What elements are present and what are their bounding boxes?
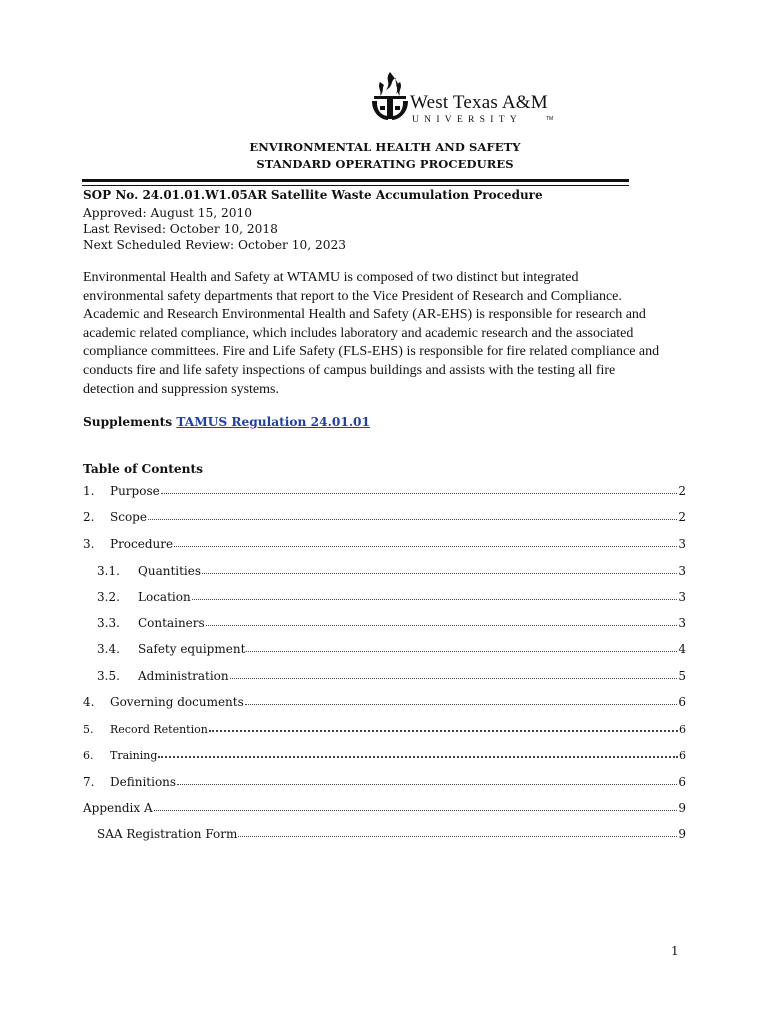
intro-line: detection and suppression systems.: [83, 381, 279, 397]
toc-item-page: 6: [679, 723, 686, 736]
toc-item-page: 4: [678, 642, 686, 656]
toc-item-number: 2.: [83, 510, 95, 524]
toc-item-page: 3: [678, 564, 686, 578]
flame-logo-icon: [368, 70, 412, 126]
toc-leader: [177, 783, 677, 785]
tamus-regulation-link[interactable]: TAMUS Regulation 24.01.01: [176, 415, 371, 429]
toc-item-containers[interactable]: [97, 614, 686, 630]
toc-item-safety-equipment[interactable]: [97, 640, 686, 656]
toc-item-label: Governing documents: [110, 695, 244, 709]
toc-leader: [230, 677, 678, 679]
toc-item-saa-registration-form[interactable]: [97, 825, 686, 841]
supplements-label: Supplements: [83, 415, 173, 429]
toc-item-label: Location: [138, 590, 191, 604]
toc-item-page: 3: [678, 537, 686, 551]
toc-item-page: 5: [678, 669, 686, 683]
toc-item-governing-documents[interactable]: [83, 693, 686, 709]
toc-item-administration[interactable]: [97, 667, 686, 683]
logo-wordmark: West Texas A&M: [410, 92, 548, 113]
toc-item-page: 6: [678, 775, 686, 789]
toc-leader: [174, 545, 677, 547]
toc-item-page: 2: [678, 484, 686, 498]
header-line-2: STANDARD OPERATING PROCEDURES: [256, 157, 514, 171]
toc-item-scope[interactable]: [83, 508, 686, 524]
toc-item-number: 6.: [83, 749, 94, 762]
sop-number: SOP No. 24.01.01.W1.05AR: [83, 188, 268, 202]
header-rule-thick: [82, 179, 629, 182]
toc-leader: [154, 809, 678, 811]
toc-item-page: 6: [678, 695, 686, 709]
toc-item-number: 3.: [83, 537, 95, 551]
intro-line: conducts fire and life safety inspections of campus buildings and assists with the testing all fire: [83, 362, 616, 378]
sop-title: [83, 188, 543, 202]
logo-university: UNIVERSITY: [412, 115, 522, 125]
toc-leader: [148, 518, 677, 520]
toc-item-label: Record Retention: [110, 723, 208, 736]
toc-leader: [202, 572, 677, 574]
intro-line: academic related compliance, which includes laboratory and academic research and the associated: [83, 325, 634, 341]
toc-item-label: Definitions: [110, 775, 177, 789]
toc-item-purpose[interactable]: [83, 482, 686, 498]
toc-item-label: Training: [110, 749, 158, 762]
toc-item-label: Quantities: [138, 564, 202, 578]
review-date: Next Scheduled Review: October 10, 2023: [83, 238, 347, 252]
logo-trademark: TM: [546, 116, 554, 122]
toc-heading: Table of Contents: [83, 462, 203, 476]
intro-line: environmental safety departments that report to the Vice President of Research and Compliance.: [83, 288, 622, 304]
approved-date: Approved: August 15, 2010: [83, 206, 253, 220]
header-line-1: ENVIRONMENTAL HEALTH AND SAFETY: [249, 140, 521, 154]
toc-leader: [209, 729, 678, 732]
toc-leader: [246, 650, 677, 652]
toc-item-training[interactable]: [83, 746, 686, 762]
toc-item-page: 2: [678, 510, 686, 524]
toc-leader: [245, 703, 678, 705]
supplements-line: [83, 415, 370, 429]
toc-item-number: 7.: [83, 775, 95, 789]
toc-item-procedure[interactable]: [83, 535, 686, 551]
toc-item-number: 3.2.: [97, 590, 120, 604]
toc-item-page: 3: [678, 616, 686, 630]
toc-item-page: 3: [678, 590, 686, 604]
toc-item-number: 3.5.: [97, 669, 120, 683]
intro-line: Academic and Research Environmental Health and Safety (AR-EHS) is responsible for research and: [83, 307, 646, 323]
toc-item-appendix-a[interactable]: [83, 799, 686, 815]
toc-item-label: Containers: [138, 616, 205, 630]
toc-item-location[interactable]: [97, 588, 686, 604]
revised-date: Last Revised: October 10, 2018: [83, 222, 278, 236]
toc-item-page: 6: [679, 749, 686, 762]
toc-item-number: 3.3.: [97, 616, 120, 630]
page-number: 1: [671, 944, 679, 958]
toc-item-label: Scope: [110, 510, 147, 524]
toc-item-number: 4.: [83, 695, 95, 709]
toc-leader: [161, 492, 678, 494]
toc-item-page: 9: [678, 801, 686, 815]
toc-item-record-retention[interactable]: [83, 720, 686, 736]
toc-leader: [158, 755, 678, 758]
header-rule-thin: [82, 185, 629, 186]
toc-item-label: Procedure: [110, 537, 174, 551]
toc-item-definitions[interactable]: [83, 773, 686, 789]
sop-name: Satellite Waste Accumulation Procedure: [270, 188, 543, 202]
toc-item-number: 3.4.: [97, 642, 120, 656]
toc-item-number: 3.1.: [97, 564, 120, 578]
toc-item-label: SAA Registration Form: [97, 827, 238, 841]
toc-leader: [238, 835, 677, 837]
wtamu-logo: [368, 70, 558, 126]
toc-item-number: 5.: [83, 723, 94, 736]
toc-leader: [192, 598, 678, 600]
toc-item-label: Safety equipment: [138, 642, 246, 656]
toc-item-label: Administration: [138, 669, 229, 683]
toc-item-number: 1.: [83, 484, 95, 498]
intro-line: compliance committees. Fire and Life Safety (FLS-EHS) is responsible for fire related compliance and: [83, 344, 660, 360]
toc-item-quantities[interactable]: [97, 562, 686, 578]
toc-leader: [206, 624, 678, 626]
toc-item-page: 9: [678, 827, 686, 841]
intro-line: Environmental Health and Safety at WTAMU is composed of two distinct but integrated: [83, 270, 579, 285]
intro-paragraph: [83, 269, 683, 399]
toc-item-label: Appendix A: [83, 801, 153, 815]
toc-item-label: Purpose: [110, 484, 160, 498]
